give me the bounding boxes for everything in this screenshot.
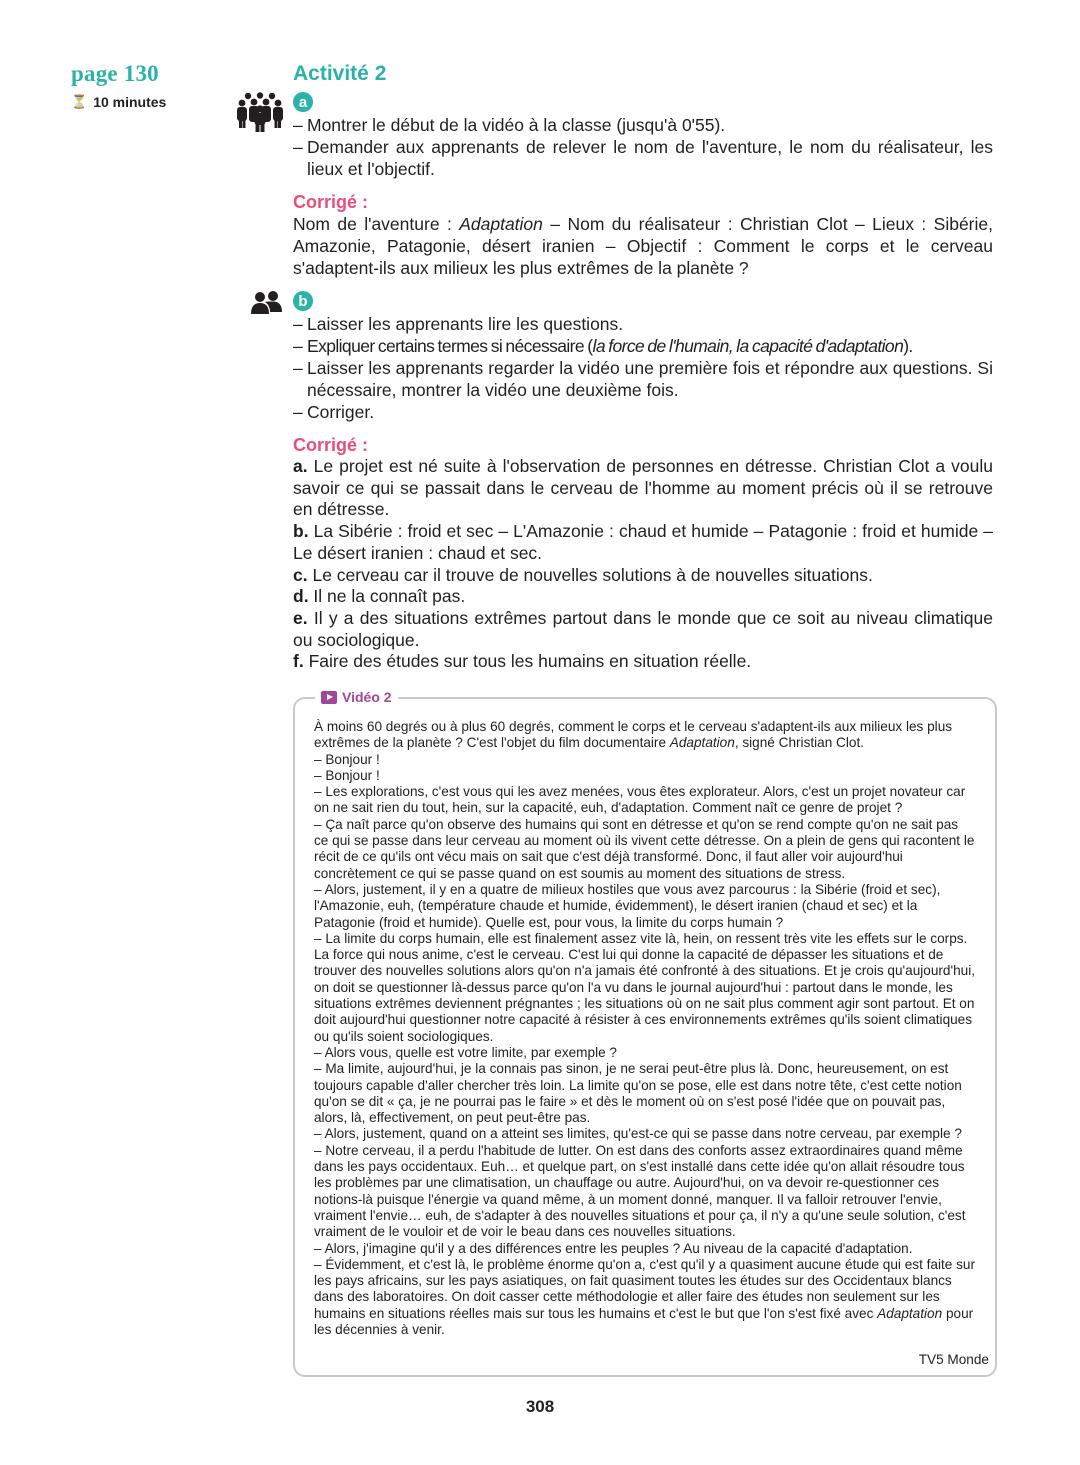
transcript-line: – Ça naît parce qu'on observe des humains qui sont en détresse et qu'on se rend compte qu'on ne sait pas ce qui se passe dans leur cerveau au moment où ils vivent cette détresse. On a plein de gens qui racontent le récit de ce qu'ils ont vécu mais on sait que c'est déjà transformé. Donc, il faut aller voir aujourd'hui concrètement ce qui se passe quand on est soumis au moment des situations de stress. (314, 816, 975, 881)
activity-content (293, 60, 993, 673)
corrige-label: Corrigé : (293, 435, 369, 455)
group-class-icon (235, 92, 285, 137)
transcript-line: – La limite du corps humain, elle est finalement assez vite là, hein, on ressent très vite les effets sur le corps. La force qui nous anime, c'est le cerveau. C'est lui qui donne la capacité de dépasser les situations et de trouver des nouvelles solutions alors qu'on n'a jamais été confronté à des situations. Et je crois qu'aujourd'hui, on doit se questionner là-dessus parce qu'on l'a vu dans le journal aujourd'hui : partout dans le monde, les situations extrêmes deviennent prégnantes ; les situations où on ne sait plus comment agir sont partout. Et on doit aujourd'hui questionner notre capacité à résister à ces environnements extrêmes qu'ils soient climatiques ou qu'ils soient sociologiques. (314, 930, 975, 1044)
answer-item: a. Le projet est né suite à l'observation de personnes en détresse. Christian Clot a voulu savoir ce qui se passait dans le cerveau de l'homme au moment précis où il se retrouve en détresse. (293, 456, 993, 520)
corrige-label: Corrigé : (293, 192, 369, 212)
badge-a: a (293, 92, 313, 112)
answer-item: e. Il y a des situations extrêmes partout dans le monde que ce soit au niveau climatique ou sociologique. (293, 607, 993, 650)
transcript-line: – Bonjour ! (314, 767, 380, 783)
instruction-item: – Corriger. (293, 402, 375, 422)
transcript-line: – Alors, justement, quand on a atteint ses limites, qu'est-ce qui se passe dans notre cerveau, par exemple ? (314, 1126, 962, 1142)
transcript-line: – Bonjour ! (314, 751, 380, 767)
video-transcript-box (293, 689, 997, 1377)
answers-list (293, 456, 993, 673)
transcript (314, 719, 976, 1338)
transcript-line: – Alors, j'imagine qu'il y a des différences entre les peuples ? Au niveau de la capacité d'adaptation. (314, 1240, 913, 1256)
activity-title: Activité 2 (293, 62, 387, 85)
sidebar (71, 60, 166, 110)
instruction-item: – Laisser les apprenants regarder la vidéo une première fois et répondre aux questions. Si nécessaire, montrer la vidéo une deuxième fois. (293, 358, 993, 400)
duration (71, 94, 166, 110)
corrige-text-a: Nom de l'aventure : Adaptation – Nom du réalisateur : Christian Clot – Lieux : Sibérie, Amazonie, Patagonie, désert iranien – Objectif : Comment le corps et le cerveau s'adaptent-ils aux milieux les plus extrêmes de la planète ? (293, 214, 993, 278)
transcript-line: – Évidemment, et c'est là, le problème énorme qu'on a, c'est qu'il y a quasiment aucune étude qui est faite sur les pays africains, sur les pays asiatiques, on fait quasiment toutes les études sur des Occidentaux blancs dans des laboratoires. On doit casser cette méthodologie et aller faire des études non seulement sur les humains en situations réelles mais sur tous les humains et c'est le but que l'on s'est fixé avec Adaptation pour les décennies à venir. (314, 1256, 975, 1337)
answer-item: c. Le cerveau car il trouve de nouvelles solutions à de nouvelles situations. (293, 564, 873, 585)
instruction-item: – Laisser les apprenants lire les questions. (293, 314, 624, 334)
instruction-item: – Montrer le début de la vidéo à la classe (jusqu'à 0'55). (293, 115, 726, 135)
transcript-line: – Alors, justement, il y en a quatre de milieux hostiles que vous avez parcourus : la Sibérie (froid et sec), l'Amazonie, euh, (température chaude et humide, évidemment), le désert iranien (chaud et sec) et la Patagonie (froid et humide). Quelle est, pour vous, la limite du corps humain ? (314, 881, 941, 930)
pair-work-icon (251, 291, 283, 320)
badge-b: b (293, 291, 313, 311)
transcript-line: – Ma limite, aujourd'hui, je la connais pas sinon, je ne serai peut-être plus là. Donc, heureusement, on est toujours capable d'aller chercher très loin. La limite qu'on se pose, elle est dans notre tête, c'est cette notion qu'on se dit « ça, je ne pourrai pas le faire » et dès le moment où on s'est posé l'idée que on pouvait pas, alors, là, effectivement, on peut peut-être pas. (314, 1061, 962, 1126)
part-b (293, 291, 993, 673)
answer-item: b. La Sibérie : froid et sec – L'Amazonie : chaud et humide – Patagonie : froid et humide – Le désert iranien : chaud et sec. (293, 521, 993, 563)
source-credit: TV5 Monde (918, 1352, 989, 1367)
instruction-item: – Demander aux apprenants de relever le nom de l'aventure, le nom du réalisateur, les lieux et l'objectif. (293, 137, 993, 179)
instructions-a (293, 114, 993, 180)
instructions-b (293, 313, 993, 423)
transcript-intro: À moins 60 degrés ou à plus 60 degrés, comment le corps et le cerveau s'adaptent-ils aux milieux les plus extrêmes de la planète ? C'est l'objet du film documentaire Adaptation, signé Christian Clot. (314, 719, 953, 751)
play-icon (321, 691, 337, 704)
transcript-line: – Notre cerveau, il a perdu l'habitude de lutter. On est dans des conforts assez extraordinaires quand même dans les pays occidentaux. Euh… et quelque part, on s'est installé dans cette idée qu'on allait résoudre tous les problèmes par une climatisation, un chauffage ou autre. Aujourd'hui, on va devoir re-questionner ces notions-là puisque l'énergie va quand même, à un moment donné, manquer. Il va falloir retrouver l'envie, vraiment l'envie… euh, de s'adapter à des nouvelles situations et pour ça, il n'y a qu'une seule solution, c'est vraiment de le vouloir et de voir le beau dans ces nouvelles situations. (314, 1142, 966, 1240)
video-label: Vidéo 2 (315, 689, 398, 705)
transcript-line: – Les explorations, c'est vous qui les avez menées, vous êtes explorateur. Alors, c'est un projet novateur car on ne sait rien du tout, hein, sur la capacité, euh, d'adaptation. Comment naît ce genre de projet ? (314, 784, 966, 816)
answer-item: f. Faire des études sur tous les humains en situation réelle. (293, 651, 752, 672)
page-number: 308 (525, 1397, 555, 1416)
answer-item: d. Il ne la connaît pas. (293, 586, 466, 607)
page-reference: page 130 (71, 61, 159, 86)
duration-text: 10 minutes (93, 94, 167, 110)
transcript-line: – Alors vous, quelle est votre limite, par exemple ? (314, 1044, 617, 1060)
hourglass-icon: ⏳ (71, 94, 88, 109)
part-a (293, 92, 993, 279)
instruction-item: – Expliquer certains termes si nécessaire (la force de l'humain, la capacité d'adaptation). (293, 336, 913, 356)
